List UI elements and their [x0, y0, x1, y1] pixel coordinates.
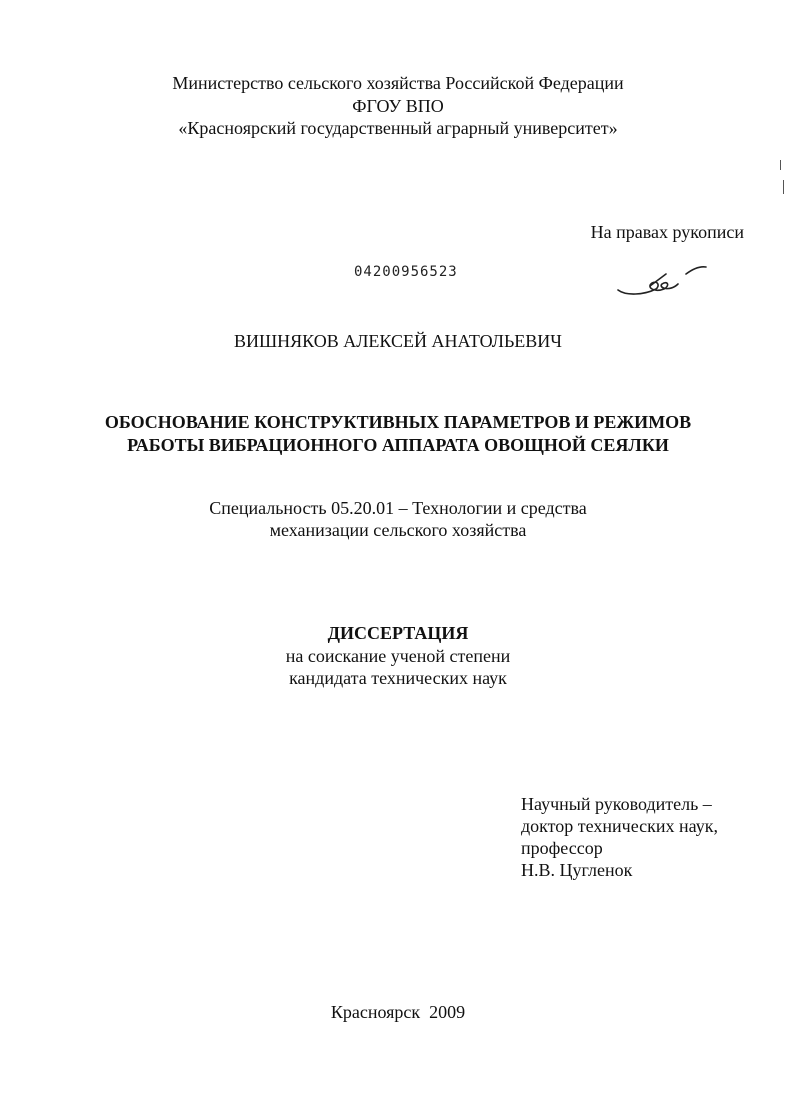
rights-note: На правах рукописи — [590, 222, 744, 242]
degree-line-1: на соискание ученой степени — [285, 646, 511, 666]
city-year: Красноярск 2009 — [330, 1002, 466, 1022]
dissertation-heading: ДИССЕРТАЦИЯ — [327, 623, 469, 643]
supervisor-line-2: доктор технических наук, — [521, 816, 718, 836]
specialty-line-1: Специальность 05.20.01 – Технологии и средства — [209, 498, 587, 518]
specialty-line-2: механизации сельского хозяйства — [269, 520, 527, 540]
supervisor-block — [521, 793, 718, 881]
thesis-title-line-2: РАБОТЫ ВИБРАЦИОННОГО АППАРАТА ОВОЩНОЙ СЕЯЛКИ — [127, 435, 669, 455]
ministry-line: Министерство сельского хозяйства Российской Федерации — [172, 73, 624, 93]
supervisor-line-3: профессор — [521, 838, 603, 858]
university-line: «Красноярский государственный аграрный университет» — [178, 118, 618, 138]
stamp-number: 04200956523 — [354, 264, 458, 280]
supervisor-name: Н.В. Цугленок — [521, 860, 633, 880]
supervisor-line-1: Научный руководитель – — [521, 794, 712, 814]
scan-mark — [780, 160, 781, 170]
institution-type-line: ФГОУ ВПО — [352, 96, 444, 116]
author-name: ВИШНЯКОВ АЛЕКСЕЙ АНАТОЛЬЕВИЧ — [233, 331, 562, 351]
scan-mark — [783, 180, 784, 194]
thesis-title-line-1: ОБОСНОВАНИЕ КОНСТРУКТИВНЫХ ПАРАМЕТРОВ И РЕЖИМОВ — [104, 412, 692, 432]
signature-icon — [614, 262, 714, 302]
degree-line-2: кандидата технических наук — [289, 668, 507, 688]
